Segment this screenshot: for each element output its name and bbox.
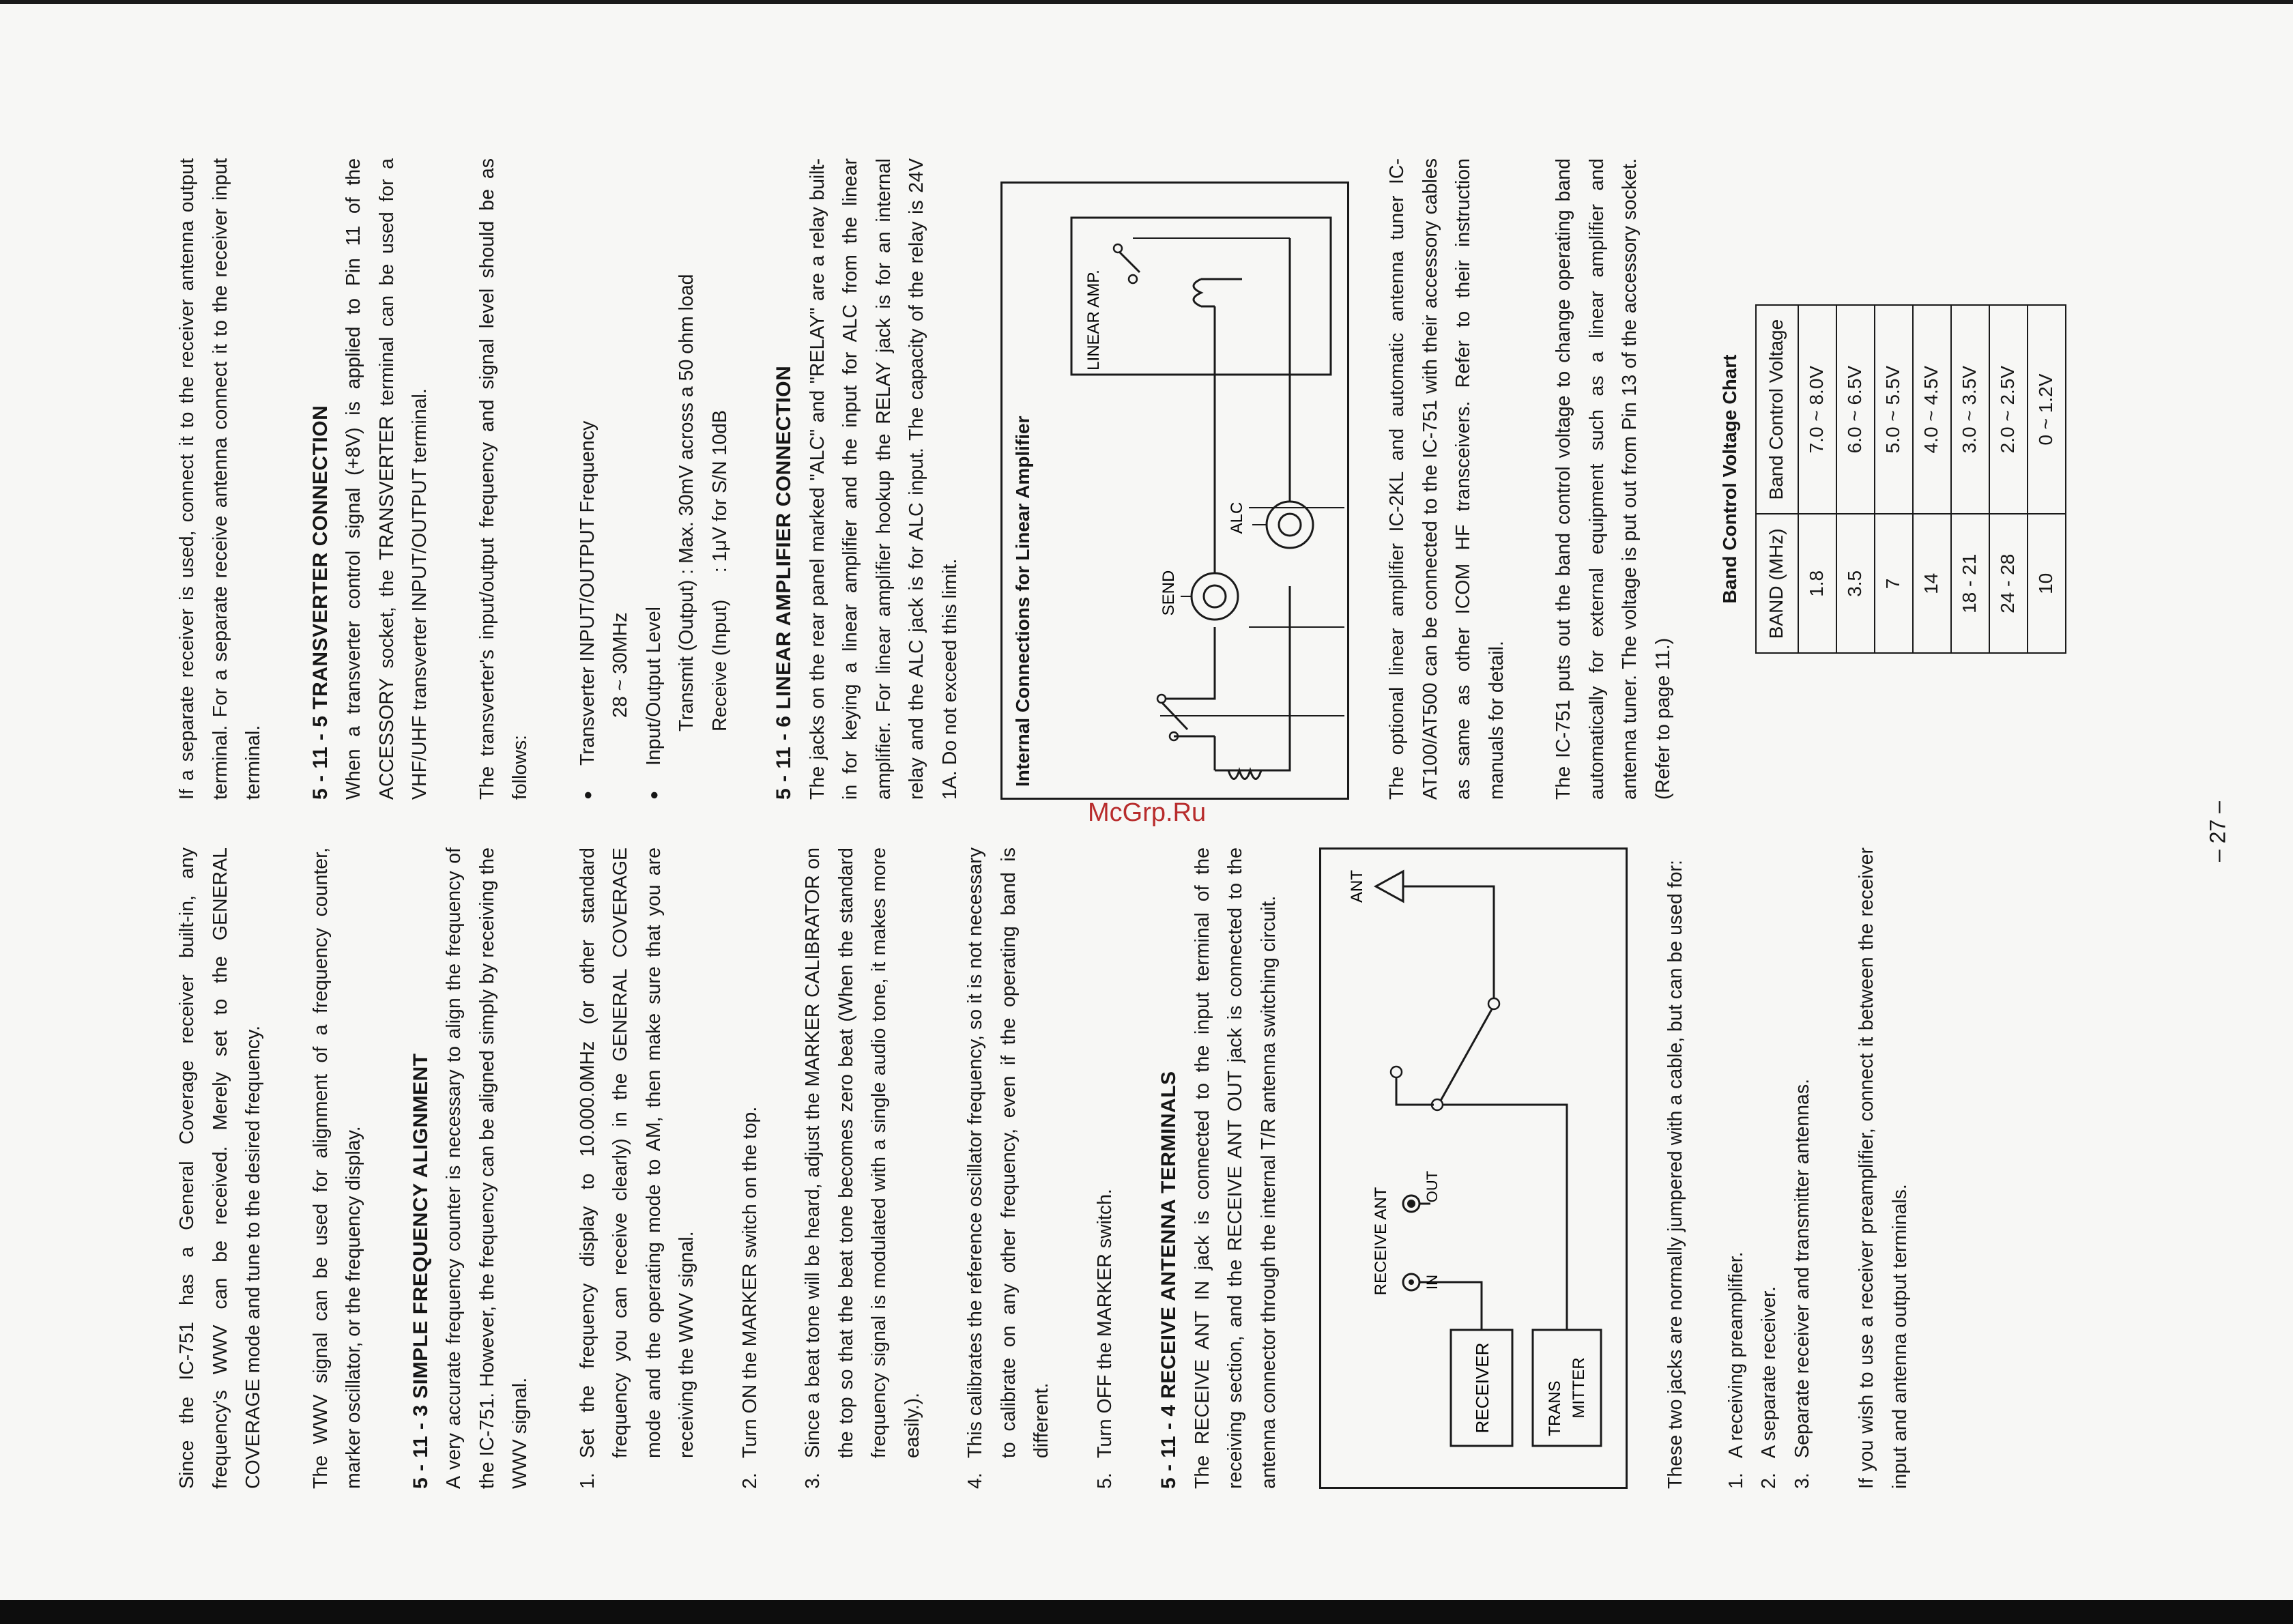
amp-relay-coil [1194,279,1201,306]
alignment-steps [571,847,1122,1489]
band-col-header: BAND (MHz) [1756,514,1798,653]
voltage-col-header: Band Control Voltage [1756,305,1798,514]
table-row: 3.5 6.0 ~ 6.5V [1836,305,1875,653]
band-chart-title: Band Control Voltage Chart [1719,354,1740,604]
send-label: SEND [1159,570,1178,616]
relay-coil [1228,770,1261,779]
preamp-note: If you wish to use a receiver preamplifier, connect it between the receiver input and antenna output terminals. [1856,847,1911,1489]
table-row: 10 0 ~ 1.2V [2028,305,2066,653]
table-row: 18 - 21 3.0 ~ 3.5V [1951,305,1989,653]
column-right [171,158,2066,800]
alc-jack [1267,502,1313,548]
linear-amp-block [1071,218,1331,375]
list-item: ● Transverter INPUT/OUTPUT Frequency [576,420,599,800]
antenna-diagram-svg [1321,850,1621,1487]
alc-label: ALC [1227,502,1246,534]
section-5114-body: The RECEIVE ANT IN jack is connected to the input terminal of the receiving section, and the RECEIVE ANT OUT jack is connected to the antenna connector through the internal T/R antenna switching circuit. [1191,847,1280,1489]
linear-amp-diagram-title: Internal Connections for Linear Amplifier [1012,416,1033,787]
section-5113-heading: 5 - 11 - 3 SIMPLE FREQUENCY ALIGNMENT [409,1053,432,1489]
band-control-chart [1714,158,2066,800]
list-item: 4. This calibrates the reference oscillator frequency, so it is not necessary to calibrate on any other frequency, even if the operating band is different. [964,847,1052,1489]
table-row: 7 5.0 ~ 5.5V [1875,305,1913,653]
list-item: 1. A receiving preamplifier. [1725,1251,1747,1489]
list-item: 1. Set the frequency display to 10.000.0MHz (or other standard frequency you can receive clearly) in the GENERAL COVERAGE mode and the operating mode to AM, then make sure that you are receiving the WWV signal. [576,847,697,1489]
list-item: Transmit (Output) : Max. 30mV across a 50 ohm load [676,274,697,731]
table-row: 14 4.0 ~ 4.5V [1913,305,1951,653]
transmitter-label-2: MITTER [1570,1357,1588,1419]
page-number: – 27 – [2205,801,2230,862]
optional-equipment-note: The optional linear amplifier IC-2KL and automatic antenna tuner IC-AT100/AT500 can be connected to the IC-751 with their accessory cables as same as other ICOM HF transceivers. Refer to their instruction manuals for detail. [1386,158,1508,800]
ant-label: ANT [1348,870,1366,903]
receiver-label: RECEIVER [1472,1342,1492,1434]
wwv-use-paragraph: The WWV signal can be used for alignment of a frequency counter, marker oscillator, or the frequency display. [309,847,364,1489]
table-header-row [1756,305,1798,653]
linear-amp-label: LINEAR AMP. [1084,270,1103,371]
column-left [171,847,1950,1489]
intro-paragraph: Since the IC-751 has a General Coverage receiver built-in, any frequency's WWV can be received. Merely set to the GENERAL COVERAGE mode and tune to the desired frequency. [176,847,264,1489]
section-5115-heading: 5 - 11 - 5 TRANSVERTER CONNECTION [308,405,332,800]
transmitter-box [1533,1330,1601,1446]
watermark[interactable]: McGrp.Ru [1088,798,1207,827]
band-voltage-note: The IC-751 puts out the band control voltage to change operating band automatically for external equipment such as a linear amplifier and antenna tuner. The voltage is put out from Pin 13 of the accessory socket. (Refer to page 11.) [1553,158,1674,800]
section-5116-heading: 5 - 11 - 6 LINEAR AMPLIFIER CONNECTION [773,365,795,800]
section-5114-heading: 5 - 11 - 4 RECEIVE ANTENNA TERMINALS [1157,1071,1180,1489]
antenna-diagram [1319,847,1628,1489]
band-voltage-table [1755,304,2066,654]
list-item: 2. A separate receiver. [1758,1286,1780,1489]
list-item: 3. Separate receiver and transmitter antennas. [1791,1078,1813,1489]
list-item: ● Input/Output Level [642,607,665,800]
send-jack [1192,573,1238,620]
table-row: 1.8 7.0 ~ 8.0V [1798,305,1836,653]
list-item: 28 ~ 30MHz [609,612,631,718]
list-item: 2. Turn ON the MARKER switch on the top. [738,1106,761,1489]
jack-uses [1720,847,1819,1489]
list-item: 5. Turn OFF the MARKER switch. [1093,1189,1116,1489]
transverter-specs [571,158,737,800]
in-label: IN [1424,1275,1441,1290]
list-item: 3. Since a beat tone will be heard, adjust the MARKER CALIBRATOR on the top so that the beat tone becomes zero beat (When the standard frequency signal is modulated with a single audio tone, it makes more easily.). [802,847,923,1489]
transmitter-label-1: TRANS [1546,1380,1564,1436]
section-5113-body: A very accurate frequency counter is necessary to align the frequency of the IC-751. However, the frequency can be aligned simply by receiving the WWV signal. [443,847,531,1489]
list-item: Receive (Input) : 1μV for S/N 10dB [708,409,731,731]
section-5116-body: The jacks on the rear panel marked "ALC" and "RELAY" are a relay built-in for keying a linear amplifier and the input for ALC from the linear amplifier. For linear amplifier hookup the RELAY jack is for an internal relay and the ALC jack is for ALC input. The capacity of the relay is 24V 1A. Do not exceed this limit. [806,158,961,800]
jumper-note: These two jacks are normally jumpered with a cable, but can be used for: [1664,860,1686,1489]
section-5115-body2: The transverter's input/output frequency and signal level should be as follows: [476,158,531,800]
table-row: 24 - 28 2.0 ~ 2.5V [1989,305,2028,653]
linear-amp-diagram [1000,182,1349,800]
section-5115-body: When a transverter control signal (+8V) is applied to Pin 11 of the ACCESSORY socket, the TRANSVERTER terminal can be used for a VHF/UHF transverter INPUT/OUTPUT terminal. [343,158,431,800]
receive-ant-label: RECEIVE ANT [1372,1187,1390,1296]
separate-receiver-note: If a separate receiver is used, connect it to the receiver antenna output terminal. For a separate receive antenna connect it to the receiver input terminal. [176,158,264,800]
linear-amp-diagram-svg [1044,188,1351,798]
out-label: OUT [1424,1170,1441,1203]
antenna-icon [1376,871,1403,901]
